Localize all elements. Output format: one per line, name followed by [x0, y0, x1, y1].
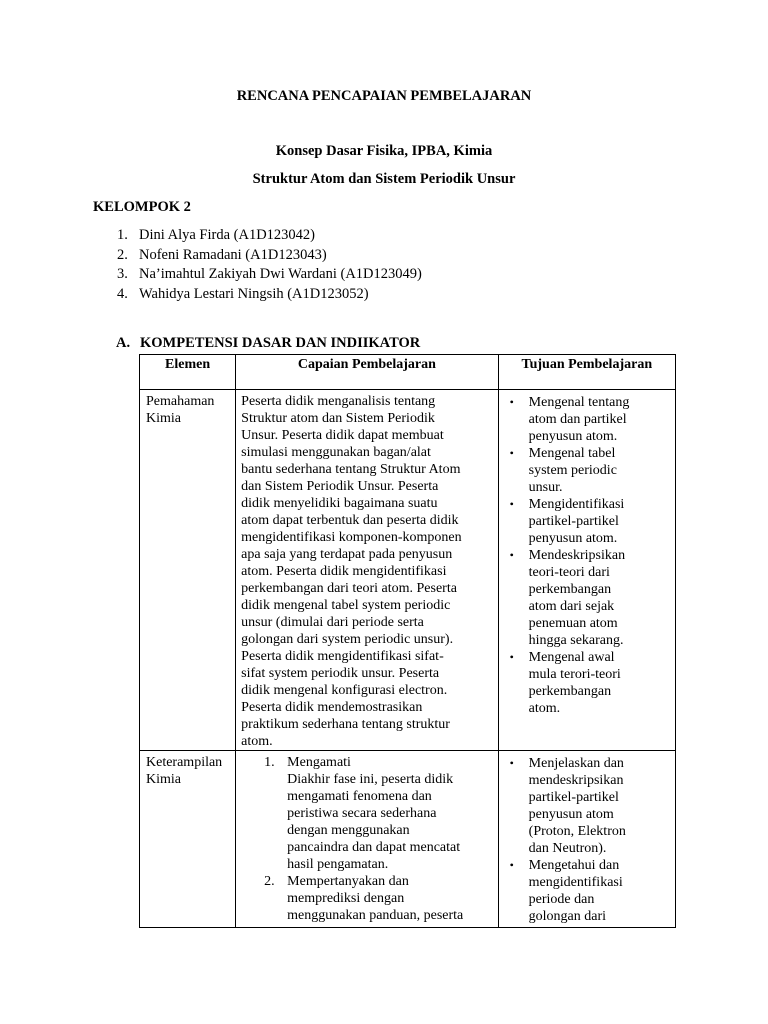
member-list	[93, 226, 422, 304]
step-number: 1.	[264, 755, 275, 770]
bullet-icon: •	[509, 858, 514, 872]
step-line: hasil pengamatan.	[287, 857, 389, 872]
goal-line: mengidentifikasi	[528, 875, 623, 890]
member-number: 2.	[117, 246, 128, 263]
goal-line: (Proton, Elektron	[528, 824, 626, 839]
cell-achievement	[236, 390, 498, 751]
section-heading	[116, 335, 420, 352]
goal-line: unsur.	[528, 480, 563, 495]
header-tujuan: Tujuan Pembelajaran	[498, 355, 675, 390]
cell-achievement	[236, 751, 498, 928]
text-line: simulasi menggunakan bagan/alat	[241, 445, 431, 460]
goal-line: atom dari sejak	[528, 599, 615, 614]
bullet-icon: •	[509, 650, 514, 664]
goal-item	[507, 857, 673, 925]
goal-item	[507, 547, 673, 649]
group-label: KELOMPOK 2	[93, 199, 191, 215]
header-elemen: Elemen	[140, 355, 236, 390]
goal-line: perkembangan	[528, 684, 612, 699]
member-number: 3.	[117, 266, 128, 282]
goal-line: Mengenal awal	[528, 650, 615, 665]
table-row	[140, 390, 676, 751]
text-line: Unsur. Peserta didik dapat membuat	[241, 428, 444, 443]
text-line: praktikum sederhana tentang struktur	[241, 717, 450, 732]
goal-line: system periodic	[528, 463, 617, 478]
cell-element	[140, 390, 236, 751]
text-line: perkembangan dari teori atom. Peserta	[241, 581, 457, 596]
step-line: Mempertanyakan dan	[287, 874, 409, 889]
goal-line: periode dan	[528, 892, 595, 907]
goal-line: Mendeskripsikan	[528, 548, 626, 563]
member-name: Dini Alya Firda (A1D123042)	[139, 227, 315, 243]
list-item	[93, 265, 422, 285]
topic-title: Struktur Atom dan Sistem Periodik Unsur	[252, 171, 516, 187]
goal-line: partikel-partikel	[528, 514, 619, 529]
goal-line: dan Neutron).	[528, 841, 607, 856]
table-header-row	[140, 355, 676, 390]
cell-goals	[498, 751, 675, 928]
page-title: RENCANA PENCAPAIAN PEMBELAJARAN	[236, 88, 532, 104]
step-line: Mengamati	[287, 755, 351, 770]
step-line: Diakhir fase ini, peserta didik	[287, 772, 454, 787]
list-item	[93, 226, 422, 246]
text-line: dan Sistem Periodik Unsur. Peserta	[241, 479, 439, 494]
goal-line: atom dan partikel	[528, 412, 627, 427]
text-line: Pemahaman	[146, 394, 215, 409]
text-line: unsur (dimulai dari periode serta	[241, 615, 424, 630]
text-line: Peserta didik mengidentifikasi sifat-	[241, 649, 444, 664]
goal-line: atom.	[528, 701, 561, 716]
member-name: Nofeni Ramadani (A1D123043)	[139, 246, 327, 263]
member-name: Wahidya Lestari Ningsih (A1D123052)	[139, 285, 369, 302]
bullet-icon: •	[509, 395, 514, 409]
goal-line: partikel-partikel	[528, 790, 619, 805]
cell-goals	[498, 390, 675, 751]
goal-line: Menjelaskan dan	[528, 756, 624, 771]
goal-line: teori-teori dari	[528, 565, 610, 580]
step-item	[241, 754, 493, 873]
section-letter: A.	[116, 335, 131, 351]
cell-element	[140, 751, 236, 928]
goal-line: Mengidentifikasi	[528, 497, 625, 512]
goal-item	[507, 755, 673, 857]
member-name: Na’imahtul Zakiyah Dwi Wardani (A1D123049)	[139, 266, 422, 282]
bullet-icon: •	[509, 446, 514, 460]
text-line: golongan dari system periodic unsur).	[241, 632, 454, 647]
bullet-icon: •	[509, 548, 514, 562]
course-subtitle: Konsep Dasar Fisika, IPBA, Kimia	[275, 143, 493, 159]
goal-line: Mengetahui dan	[528, 858, 620, 873]
goal-line: mendeskripsikan	[528, 773, 624, 788]
section-title: KOMPETENSI DASAR DAN INDIIKATOR	[140, 335, 421, 351]
text-line: didik mengenal tabel system periodic	[241, 598, 451, 613]
step-line: memprediksi dengan	[287, 891, 405, 906]
text-line: mengidentifikasi komponen-komponen	[241, 530, 462, 545]
goal-line: perkembangan	[528, 582, 612, 597]
text-line: atom.	[241, 734, 273, 749]
goal-line: penemuan atom	[528, 616, 618, 631]
step-line: dengan menggunakan	[287, 823, 410, 838]
text-line: atom dapat terbentuk dan peserta didik	[241, 513, 459, 528]
text-line: apa saja yang terdapat pada penyusun	[241, 547, 453, 562]
text-line: Peserta didik menganalisis tentang	[241, 394, 436, 409]
step-item	[241, 873, 493, 924]
goal-line: penyusun atom	[528, 807, 614, 822]
step-line: mengamati fenomena dan	[287, 789, 432, 804]
competency-table	[139, 354, 676, 928]
goal-line: penyusun atom.	[528, 531, 618, 546]
text-line: Keterampilan	[146, 755, 223, 770]
text-line: didik mengenal konfigurasi electron.	[241, 683, 448, 698]
goal-line: hingga sekarang.	[528, 633, 624, 648]
goal-item	[507, 394, 673, 445]
list-item	[93, 246, 422, 266]
text-line: Struktur atom dan Sistem Periodik	[241, 411, 435, 426]
list-item	[93, 285, 422, 305]
header-capaian: Capaian Pembelajaran	[236, 355, 498, 390]
goal-item	[507, 649, 673, 717]
text-line: Kimia	[146, 772, 181, 787]
step-number: 2.	[264, 874, 275, 889]
text-line: Peserta didik mendemostrasikan	[241, 700, 423, 715]
bullet-icon: •	[509, 497, 514, 511]
text-line: Kimia	[146, 411, 181, 426]
goal-item	[507, 496, 673, 547]
goal-line: Mengenal tabel	[528, 446, 616, 461]
goal-line: golongan dari	[528, 909, 607, 924]
step-line: menggunakan panduan, peserta	[287, 908, 464, 923]
step-line: pancaindra dan dapat mencatat	[287, 840, 461, 855]
text-line: sifat system periodik unsur. Peserta	[241, 666, 440, 681]
text-line: didik menyelidiki bagaimana suatu	[241, 496, 438, 511]
step-line: peristiwa secara sederhana	[287, 806, 437, 821]
text-line: bantu sederhana tentang Struktur Atom	[241, 462, 461, 477]
member-number: 1.	[117, 227, 128, 243]
goal-line: penyusun atom.	[528, 429, 618, 444]
goal-item	[507, 445, 673, 496]
member-number: 4.	[117, 285, 128, 302]
goal-line: mula terori-teori	[528, 667, 621, 682]
table-row	[140, 751, 676, 928]
goal-line: Mengenal tentang	[528, 395, 630, 410]
bullet-icon: •	[509, 756, 514, 770]
text-line: atom. Peserta didik mengidentifikasi	[241, 564, 447, 579]
